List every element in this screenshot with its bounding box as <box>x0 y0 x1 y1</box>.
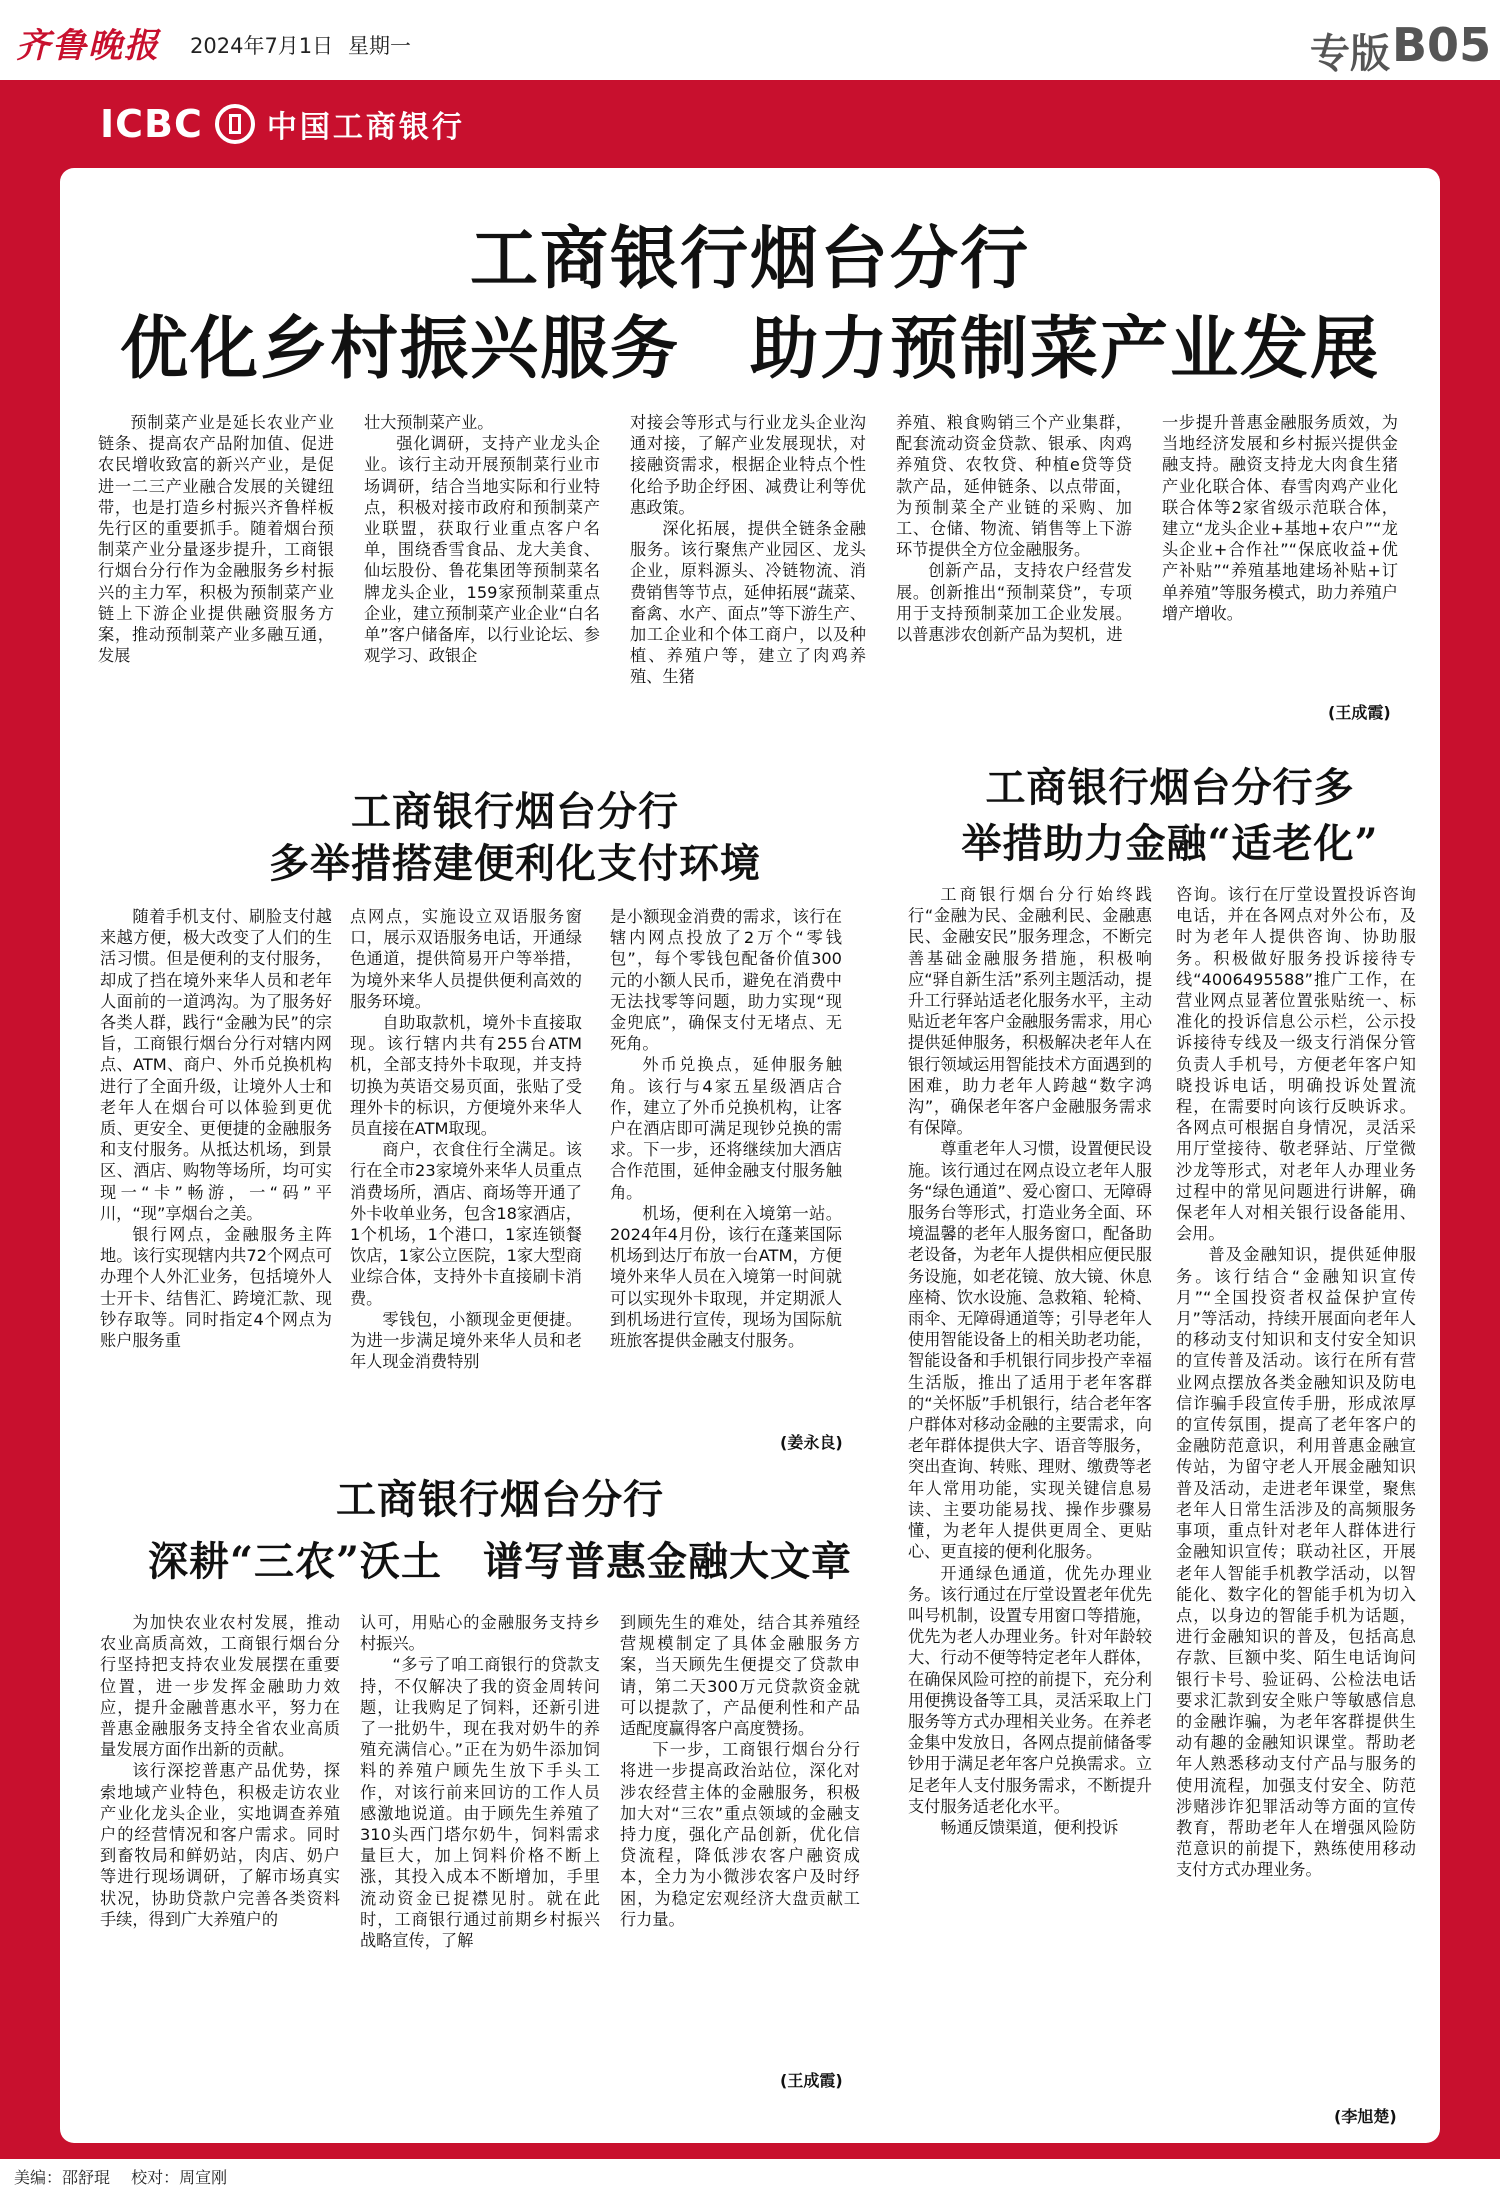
rural-article-col2 <box>360 1612 600 2102</box>
main-col4-para: 创新产品，支持农户经营发展。创新推出“预制菜贷”，专项用于支持预制菜加工企业发展。以普惠涉农创新产品为契机，进 <box>896 561 1132 645</box>
payment-title-line1: 工商银行烟台分行 <box>351 788 679 835</box>
rural-col3-para2: 下一步，工商银行烟台分行将进一步提高政治站位，深化对涉农经营主体的金融服务，积极加大对“三农”重点领域的金融支持力度，强化产品创新，优化信贷流程，降低涉农客户融资成本，全力为小微涉农客户及时纾困，为稳定宏观经济大盘贡献工行力量。 <box>620 1740 860 1929</box>
bank-name: 中国工商银行 <box>266 110 465 145</box>
elderly-article-byline: (李旭楚) <box>1334 2107 1397 2126</box>
rural-article-col1 <box>100 1612 340 2102</box>
main-article-col2 <box>364 412 600 724</box>
main-headline-line2: 优化乡村振兴服务 助力预制菜产业发展 <box>119 309 1380 389</box>
elderly-col2-para2: 普及金融知识，提供延伸服务。该行结合“金融知识宣传月”“全国投资者权益保护宣传月”等活动，持续开展面向老年人的移动支付知识和支付安全知识的宣传普及活动。该行在所有营业网点摆放各类金融知识及防电信诈骗手段宣传手册，形成浓厚的宣传氛围，提高了老年客户的金融防范意识，利用普惠金融宣传站，为留守老人开展金融知识普及活动，走进老年课堂，聚焦老年人日常生活涉及的高频服务事项，重点针对老年人群体进行金融知识宣传；联动社区，开展老年人智能手机教学活动，以智能化、数字化的智能手机为切入点，以身边的智能手机为话题，进行金融知识的普及，包括高息存款、巨额中奖、陌生电话询问银行卡号、验证码、公检法电话要求汇款到安全账户等敏感信息的金融诈骗，为老年客群提供生动有趣的金融知识课堂。帮助老年人熟悉移动支付产品与服务的使用流程，加强支付安全、防范涉赌涉诈犯罪活动等方面的宣传教育，帮助老年人在增强风险防范意识的前提下，熟练使用移动支付方式办理业务。 <box>1176 1245 1416 1880</box>
icbc-logo-icon <box>215 104 255 144</box>
rural-title-line1: 工商银行烟台分行 <box>336 1476 664 1523</box>
main-article-col4 <box>896 412 1132 724</box>
elderly-title-line2: 举措助力金融“适老化” <box>961 820 1379 867</box>
main-col5-cont: 一步提升普惠金融服务质效，为当地经济发展和乡村振兴提供金融支持。融资支持龙大肉食生猪产业化联合体、春雪肉鸡产业化联合体等2家省级示范联合体，建立“龙头企业+基地+农户”“龙头企业+合作社”“保底收益+优产补贴”“养殖基地建场补贴+订单养殖”等服务模式，助力养殖户增产增收。 <box>1162 413 1398 623</box>
footer-proofreader: 校对：周宣刚 <box>131 2168 228 2187</box>
footer-editor: 美编：邵舒琨 <box>14 2168 111 2187</box>
main-col1-para: 预制菜产业是延长农业产业链条、提高农产品附加值、促进农民增收致富的新兴产业，是促进一二三产业融合发展的关键纽带，也是打造乡村振兴齐鲁样板先行区的重要抓手。随着烟台预制菜产业分量逐步提升，工商银行烟台分行作为金融服务乡村振兴的主力军，积极为预制菜产业链上下游企业提供融资服务方案，推动预制菜产业多融互通，发展 <box>98 413 334 666</box>
main-article-col1 <box>98 412 334 724</box>
elderly-col2-cont: 咨询。该行在厅堂设置投诉咨询电话，并在各网点对外公布，及时为老年人提供咨询、协助服务。积极做好服务投诉接待专线“4006495588”推广工作，在营业网点显著位置张贴统一、标准化的投诉信息公示栏，公示投诉接待专线及一级支行消保分管负责人手机号，方便老年客户知晓投诉电话，明确投诉处置流程，在需要时向该行反映诉求。各网点可根据自身情况，灵活采用厅堂接待、敬老驿站、厅堂微沙龙等形式，对老年人办理业务过程中的常见问题进行讲解，确保老年人对相关银行设备能用、会用。 <box>1176 885 1416 1244</box>
payment-col1-para2: 银行网点，金融服务主阵地。该行实现辖内共72个网点可办理个人外汇业务，包括境外人士开卡、结售汇、跨境汇款、现钞存取等。同时指定4个网点为账户服务重 <box>100 1225 332 1351</box>
payment-article-byline: (姜永良) <box>780 1433 843 1452</box>
main-article-byline: (王成霞) <box>1328 703 1391 722</box>
main-col4-cont: 养殖、粮食购销三个产业集群，配套流动资金贷款、银承、肉鸡养殖贷、农牧贷、种植e贷等贷款产品，延伸链条、以点带面，为预制菜全产业链的采购、加工、仓储、物流、销售等上下游环节提供全方位金融服务。 <box>896 413 1132 560</box>
rural-col3-cont: 到顾先生的难处，结合其养殖经营规模制定了具体金融服务方案，当天顾先生便提交了贷款申请，第二天300万元贷款资金就可以提款了，产品便利性和产品适配度赢得客户高度赞扬。 <box>620 1613 860 1739</box>
main-col3-para: 深化拓展，提供全链条金融服务。该行聚焦产业园区、龙头企业，原料源头、冷链物流、消费销售等节点，延伸拓展“蔬菜、畜禽、水产、面点”等下游生产、加工企业和个体工商户，以及种植、养殖户等，建立了肉鸡养殖、生猪 <box>630 519 866 687</box>
elderly-col1-para: 工商银行烟台分行始终践行“金融为民、金融利民、金融惠民、金融安民”服务理念，不断完善基础金融服务措施，积极响应“驿自新生活”系列主题活动，提升工行驿站适老化服务水平，主动贴近老年客户金融服务需求，用心提供延伸服务，积极解决老年人在银行领域运用智能技术方面遇到的困难，助力老年人跨越“数字鸿沟”，确保老年客户金融服务需求有保障。 <box>908 885 1152 1138</box>
payment-article-col2 <box>350 906 582 1450</box>
rural-col1-para2: 该行深挖普惠产品优势，探索地域产业特色，积极走访农业产业化龙头企业，实地调查养殖户的经营情况和客户需求。同时到畜牧局和鲜奶站，肉店、奶户等进行现场调研，了解市场真实状况，协助贷款户完善各类资料手续，得到广大养殖户的 <box>100 1761 340 1929</box>
main-col2-cont: 壮大预制菜产业。 <box>364 413 494 432</box>
payment-col1-para: 随着手机支付、刷脸支付越来越方便，极大改变了人们的生活习惯。但是便利的支付服务，却成了挡在境外来华人员和老年人面前的一道鸿沟。为了服务好各类人群，践行“金融为民”的宗旨，工商银行烟台分行对辖内网点、ATM、商户、外币兑换机构进行了全面升级，让境外人士和老年人在烟台可以体验到更优质、更安全、更便捷的金融服务和支付服务。从抵达机场，到景区、酒店、购物等场所，均可实现一“卡”畅游，一“码”平川，“现”享烟台之美。 <box>100 907 332 1223</box>
rural-col1-para: 为加快农业农村发展，推动农业高质高效，工商银行烟台分行坚持把支持农业发展摆在重要位置，进一步发挥金融助力效应，提升金融普惠水平，努力在普惠金融服务支持全省农业高质量发展方面作出新的贡献。 <box>100 1613 340 1760</box>
elderly-col1-para2: 尊重老年人习惯，设置便民设施。该行通过在网点设立老年人服务“绿色通道”、爱心窗口、无障碍服务台等形式，打造业务全面、环境温馨的老年人服务窗口，配备助老设备，为老年人提供相应便民服务设施，如老花镜、放大镜、休息座椅、饮水设施、急救箱、轮椅、雨伞、无障碍通道等；引导老年人使用智能设备上的相关助老功能，智能设备和手机银行同步投产幸福生活版，推出了适用于老年客群的“关怀版”手机银行，结合老年客户群体对移动金融的主要需求，向老年群体提供大字、语音等服务，突出查询、转账、理财、缴费等老年人常用功能，实现关键信息易读、主要功能易找、操作步骤易懂，为老年人提供更周全、更贴心、更直接的便利化服务。 <box>908 1139 1152 1562</box>
masthead <box>0 0 1500 80</box>
rural-article-byline: (王成霞) <box>780 2071 843 2090</box>
main-article-col3 <box>630 412 866 724</box>
payment-col3-para2: 外币兑换点，延伸服务触角。该行与4家五星级酒店合作，建立了外币兑换机构，让客户在酒店即可满足现钞兑换的需求。下一步，还将继续加大酒店合作范围，延伸金融支付服务触角。 <box>610 1055 842 1202</box>
main-headline-line1: 工商银行烟台分行 <box>469 219 1030 299</box>
main-article-col5 <box>1162 412 1398 702</box>
elderly-col1-para4: 畅通反馈渠道，便利投诉 <box>940 1817 1119 1837</box>
special-edition-label: 专版 <box>1310 31 1390 77</box>
rural-col2-para2: “多亏了咱工商银行的贷款支持，不仅解决了我的资金周转问题，让我购足了饲料，还新引进了一批奶牛，现在我对奶牛的养殖充满信心。”正在为奶牛添加饲料的养殖户顾先生放下手头工作，对该行前来回访的工作人员感激地说道。由于顾先生养殖了310头西门塔尔奶牛，饲料需求量巨大，加上饲料价格不断上涨，其投入成本不断增加，手里流动资金已捉襟见肘。就在此时，工商银行通过前期乡村振兴战略宣传，了解 <box>360 1655 600 1951</box>
elderly-article-col1 <box>908 884 1152 2124</box>
rural-article-col3 <box>620 1612 860 2070</box>
publication-date: 2024年7月1日 <box>190 34 334 58</box>
paper-name: 齐鲁晚报 <box>16 26 160 66</box>
rural-title-line2: 深耕“三农”沃土 谱写普惠金融大文章 <box>147 1538 852 1585</box>
payment-col2-para3: 商户，衣食住行全满足。该行在全市23家境外来华人员重点消费场所，酒店、商场等开通了外卡收单业务，包含18家酒店，1个机场，1个港口，1家连锁餐饮店，1家公立医院，1家大型商业综合体，支持外卡直接刷卡消费。 <box>350 1140 582 1308</box>
icbc-wordmark: ICBC <box>100 102 203 146</box>
icbc-brand <box>100 100 465 148</box>
payment-article-col1 <box>100 906 332 1450</box>
payment-col2-para4: 零钱包，小额现金更便捷。为进一步满足境外来华人员和老年人现金消费特别 <box>350 1309 582 1372</box>
elderly-article-col2 <box>1176 884 1416 2100</box>
main-col2-para: 强化调研，支持产业龙头企业。该行主动开展预制菜行业市场调研，结合当地实际和行业特点，积极对接市政府和预制菜产业联盟，获取行业重点客户名单，围绕香雪食品、龙大美食、仙坛股份、鲁花集团等预制菜名牌龙头企业，159家预制菜重点企业，建立预制菜产业企业“白名单”客户储备库，以行业论坛、参观学习、政银企 <box>364 434 600 666</box>
page-number: B05 <box>1392 18 1492 72</box>
payment-col3-cont: 是小额现金消费的需求，该行在辖内网点投放了2万个“零钱包”，每个零钱包配备价值300元的小额人民币，避免在消费中无法找零等问题，助力实现“现金兜底”，确保支付无堵点、无死角。 <box>610 907 842 1054</box>
payment-article-col3 <box>610 906 842 1426</box>
publication-weekday: 星期一 <box>348 34 411 58</box>
page-footer <box>14 2165 243 2188</box>
elderly-title-line1: 工商银行烟台分行多 <box>985 764 1355 811</box>
payment-title-line2: 多举措搭建便利化支付环境 <box>269 840 761 887</box>
rural-col2-cont: 认可，用贴心的金融服务支持乡村振兴。 <box>360 1613 600 1654</box>
main-col3-cont: 对接会等形式与行业龙头企业沟通对接，了解产业发展现状，对接融资需求，根据企业特点个性化给予助企纾困、减费让利等优惠政策。 <box>630 413 866 517</box>
payment-col2-para2: 自助取款机，境外卡直接取现。该行辖内共有255台ATM机，全部支持外卡取现，并支持切换为英语交易页面，张贴了受理外卡的标识，方便境外来华人员直接在ATM取现。 <box>350 1013 582 1139</box>
payment-col2-cont: 点网点，实施设立双语服务窗口，展示双语服务电话，开通绿色通道，提供简易开户等举措，为境外来华人员提供便利高效的服务环境。 <box>350 907 582 1011</box>
payment-col3-para3: 机场，便利在入境第一站。2024年4月份，该行在蓬莱国际机场到达厅布放一台ATM，方便境外来华人员在入境第一时间就可以实现外卡取现，并定期派人到机场进行宣传，现场为国际航班旅客提供金融支付服务。 <box>610 1203 842 1351</box>
elderly-col1-para3: 开通绿色通道，优先办理业务。该行通过在厅堂设置老年优先叫号机制，设置专用窗口等措施，优先为老人办理业务。针对年龄较大、行动不便等特定老年人群体，在确保风险可控的前提下，充分利用便携设备等工具，灵活采取上门服务等方式办理相关业务。在养老金集中发放日，各网点提前储备零钞用于满足老年客户兑换需求。立足老年人支付服务需求，不断提升支付服务适老化水平。 <box>908 1563 1152 1816</box>
